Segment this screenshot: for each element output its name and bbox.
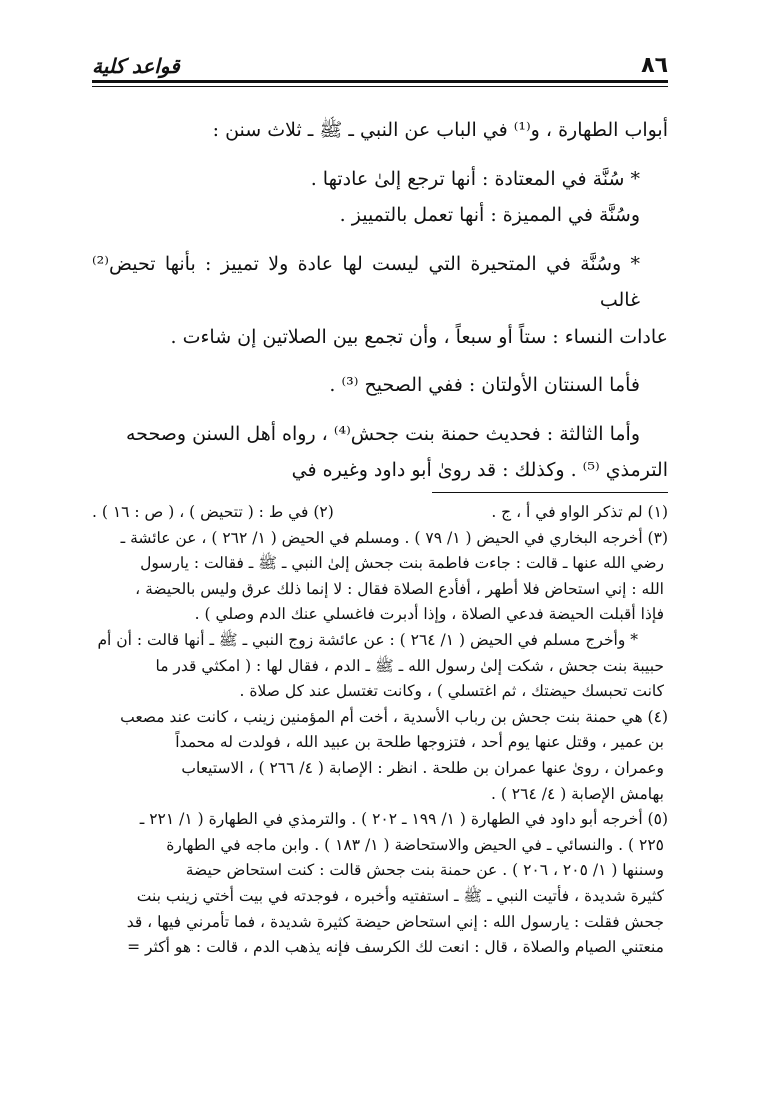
body-line: * وسُنَّة في المتحيرة التي ليست لها عادة ولا تمييز : بأنها تحيض⁽²⁾ غالب: [92, 252, 640, 311]
footnote-3-line: كانت تحبسك حيضتك ، ثم اغتسلي ) ، وكانت تغتسل عند كل صلاة .: [239, 682, 664, 701]
footnote-1: (١) لم تذكر الواو في أ ، ج .: [491, 503, 668, 521]
footnote-5-line: ٢٢٥ ) . والنسائي ـ في الحيض والاستحاضة ( ١/ ١٨٣ ) . وابن ماجه في الطهارة: [166, 835, 664, 854]
footnotes: [92, 500, 668, 961]
footnote-separator: [432, 492, 668, 493]
footnote-5-line: جحش فقلت : يارسول الله : إني استحاض حيضة كثيرة شديدة ، فما تأمرني فيها ، قد: [126, 912, 664, 931]
footnote-3-line: رضي الله عنها ـ قالت : جاءت فاطمة بنت جحش إلىٰ النبي ـ ﷺ ـ فقالت : يارسول: [140, 554, 664, 573]
footnote-4-line: وعمران ، روىٰ عنها عمران بن طلحة . انظر : الإصابة ( ٤/ ٢٦٦ ) ، الاستيعاب: [181, 758, 664, 777]
footnote-4-line: بن عمير ، وقتل عنها يوم أحد ، فتزوجها طلحة بن عبيد الله ، فولدت له محمداً: [175, 733, 664, 752]
footnote-4-line: بهامش الإصابة ( ٤/ ٢٦٤ ) .: [490, 784, 664, 803]
footnote-2: (٢) في ط : ( تتحيض ) ، ( ص : ١٦ ) .: [92, 503, 334, 521]
footnote-3-line: الله : إني استحاض فلا أطهر ، أفأدع الصلاة فقال : لا إنما ذلك عرق وليس بالحيضة ،: [135, 579, 664, 598]
footnote-4-line: (٤) هي حمنة بنت جحش بن رباب الأسدية ، أخت أم المؤمنين زينب ، كانت عند مصعب: [120, 707, 668, 726]
footnote-5-line: منعتني الصيام والصلاة ، قال : انعت لك الكرسف فإنه يذهب الدم ، قالت : هو أكثر =: [127, 938, 664, 957]
body-line: فأما السنتان الأولتان : ففي الصحيح ⁽³⁾ .: [329, 374, 640, 396]
footnote-row: [92, 500, 668, 526]
footnote-3-line: * وأخرج مسلم في الحيض ( ١/ ٢٦٤ ) : عن عائشة زوج النبي ـ ﷺ ـ أنها قالت : أن أم: [97, 630, 638, 649]
body-line: أبواب الطهارة ، و⁽¹⁾ في الباب عن النبي ـ ﷺ ـ ثلاث سنن :: [212, 119, 668, 141]
footnote-3-line: فإذا أقبلت الحيضة فدعي الصلاة ، وإذا أدبرت فاغسلي عنك الدم وصلي ) .: [194, 605, 664, 624]
header-rule-thin: [92, 86, 668, 87]
page-header: [92, 42, 668, 78]
body-line: الترمذي ⁽⁵⁾ . وكذلك : قد روىٰ أبو داود وغيره في: [291, 459, 668, 481]
footnote-5-line: كثيرة شديدة ، فأتيت النبي ـ ﷺ ـ استفتيه وأخبره ، فوجدته في بيت أختي زينب بنت: [136, 886, 664, 905]
body-line: عادات النساء : ستاً أو سبعاً ، وأن تجمع بين الصلاتين إن شاءت .: [170, 325, 668, 348]
page-number: ٨٦: [641, 53, 668, 78]
body-line: وسُنَّة في المميزة : أنها تعمل بالتمييز .: [339, 204, 640, 226]
footnote-3-line: حبيبة بنت جحش ، شكت إلىٰ رسول الله ـ ﷺ ـ الدم ، فقال لها : ( امكثي قدر ما: [155, 656, 664, 675]
body-line: * سُنَّة في المعتادة : أنها ترجع إلىٰ عادتها .: [310, 167, 640, 190]
header-rule-thick: [92, 80, 668, 83]
footnote-3-line: (٣) أخرجه البخاري في الحيض ( ١/ ٧٩ ) . ومسلم في الحيض ( ١/ ٢٦٢ ) ، عن عائشة ـ: [120, 528, 668, 547]
main-text: [92, 112, 668, 489]
running-title: قواعد كلية: [92, 54, 180, 78]
body-line: وأما الثالثة : فحديث حمنة بنت جحش⁽⁴⁾ ، رواه أهل السنن وصححه: [126, 422, 640, 445]
footnote-5-line: (٥) أخرجه أبو داود في الطهارة ( ١/ ١٩٩ ـ ٢٠٢ ) . والترمذي في الطهارة ( ١/ ٢٢١ ـ: [139, 810, 668, 829]
footnote-5-line: وسننها ( ١/ ٢٠٥ ، ٢٠٦ ) . عن حمنة بنت جحش قالت : كنت استحاض حيضة: [185, 861, 664, 880]
